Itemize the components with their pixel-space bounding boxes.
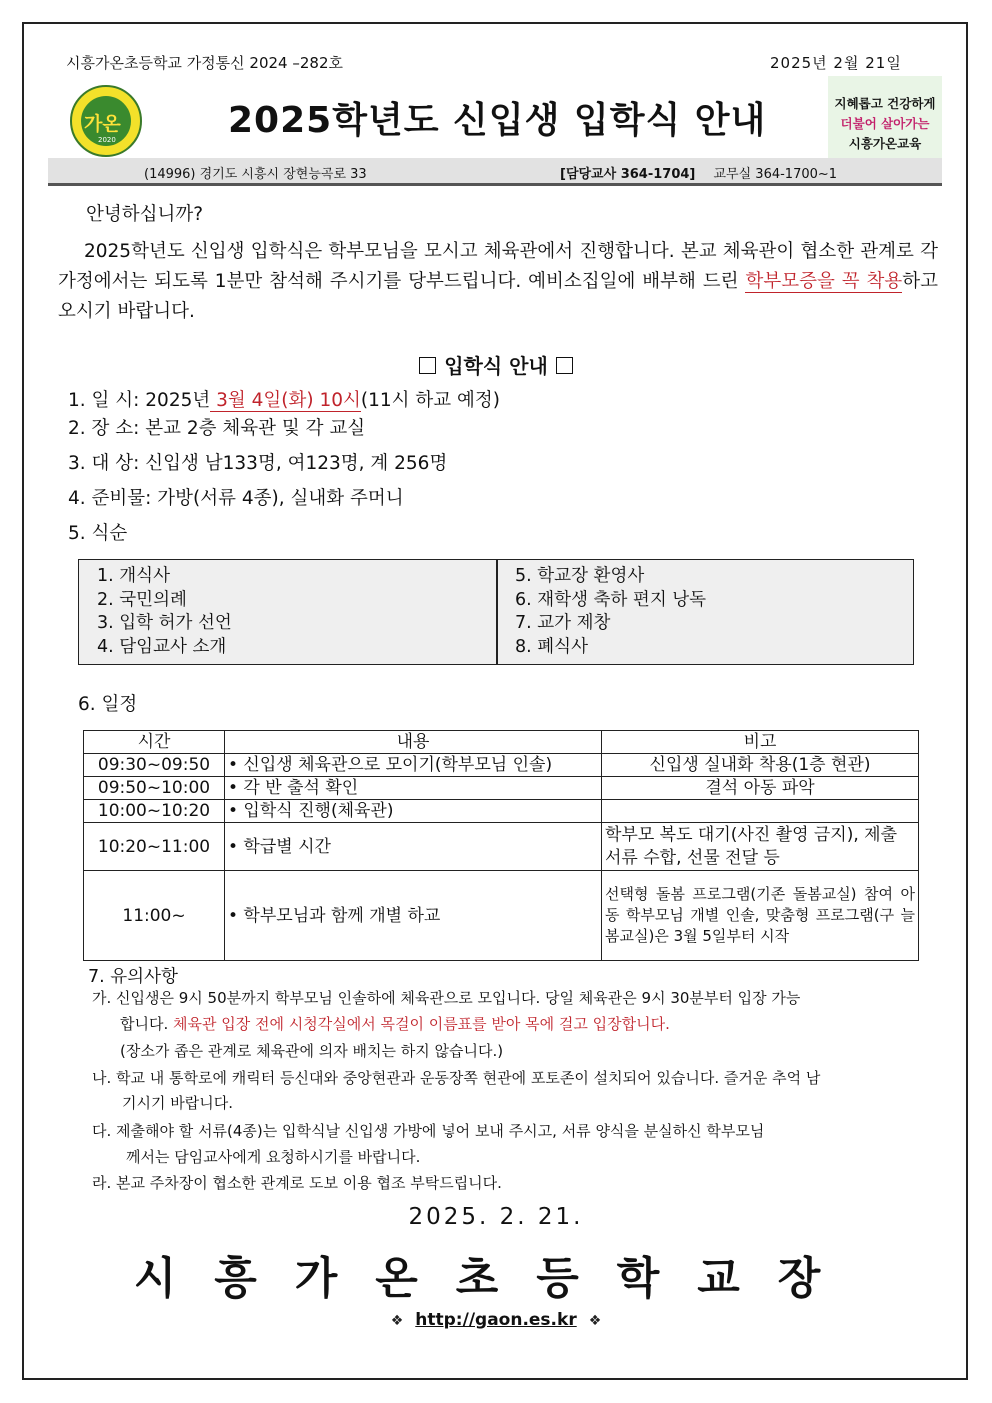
table-row: [84, 871, 919, 961]
school-slogan: [828, 76, 942, 158]
school-address: (14996) 경기도 시흥시 장현능곡로 33: [144, 167, 367, 182]
table-row: [84, 823, 919, 871]
ceremony-step: 1. 개식사: [97, 566, 170, 586]
note-na-line-1: 나. 학교 내 통학로에 캐릭터 등신대와 중앙현관과 운동장쪽 현관에 포토존이 설치되어 있습니다. 즐거운 추억 남: [92, 1069, 821, 1087]
schedule-table: [83, 730, 919, 961]
item-place: 2. 장 소: 본교 2층 체육관 및 각 교실: [68, 418, 366, 439]
item-target: 3. 대 상: 신입생 남133명, 여123명, 계 256명: [68, 453, 448, 474]
ceremony-step: 7. 교가 제창: [515, 613, 611, 633]
content-cell: • 신입생 체육관으로 모이기(학부모님 인솔): [225, 754, 602, 777]
note-ga-warning: 체육관 입장 전에 시청각실에서 목걸이 이름표를 받아 목에 걸고 입장합니다.: [173, 1015, 670, 1033]
note-ga-text: 합니다.: [120, 1015, 174, 1033]
diamond-bullet-icon: ❖: [588, 1313, 602, 1329]
column-header: 비고: [602, 731, 919, 754]
website-line: [0, 1310, 992, 1330]
intro-paragraph: [58, 237, 938, 327]
note-ra: 라. 본교 주차장이 협소한 관계로 도보 이용 협조 부탁드립니다.: [92, 1174, 502, 1192]
section-title-text: 입학식 안내: [444, 354, 548, 378]
note-cell: [602, 800, 919, 823]
ceremony-step: 5. 학교장 환영사: [515, 566, 645, 586]
content-cell: • 학부모님과 함께 개별 하교: [225, 871, 602, 961]
note-cell: 학부모 복도 대기(사진 촬영 금지), 제출 서류 수합, 선물 전달 등: [602, 823, 919, 871]
schedule-heading: 6. 일정: [78, 694, 138, 715]
office-contact: 교무실 364-1700~1: [713, 167, 838, 182]
intro-highlight: 학부모증을 꼭 착용: [745, 271, 903, 292]
greeting: 안녕하십니까?: [86, 204, 204, 225]
time-cell: 09:50~10:00: [84, 777, 225, 800]
diamond-bullet-icon: ❖: [390, 1313, 404, 1329]
contact-info: [560, 163, 837, 182]
ceremony-step: 2. 국민의례: [97, 589, 187, 610]
school-logo: [70, 85, 142, 157]
ceremony-step: 6. 재학생 축하 편지 낭독: [515, 589, 707, 610]
datetime-label: 1. 일 시:: [68, 390, 146, 411]
table-row: [84, 777, 919, 800]
item-datetime: [68, 386, 500, 412]
ceremony-order-box: [78, 559, 914, 665]
slogan-line-2: 더불어 살아가는: [840, 116, 930, 131]
ceremony-right: [515, 565, 706, 659]
datetime-highlight: 3월 4일(화) 10시: [210, 390, 361, 411]
teacher-contact: [담당교사 364-1704]: [560, 167, 696, 182]
note-cell: 결석 아동 파악: [602, 777, 919, 800]
note-da-line-2: 께서는 담임교사에게 요청하시기를 바랍니다.: [126, 1148, 421, 1166]
ceremony-left: [97, 565, 232, 659]
principal-signature: 시흥가온초등학교장: [133, 1253, 859, 1304]
column-header: 시간: [84, 731, 225, 754]
page-title: 2025학년도 신입생 입학식 안내: [228, 100, 767, 141]
note-cell: 신입생 실내화 착용(1층 현관): [602, 754, 919, 777]
datetime-year: 2025년: [145, 390, 211, 411]
note-na-line-2: 기시기 바랍니다.: [122, 1094, 233, 1112]
note-ga-line-3: (장소가 좁은 관계로 체육관에 의자 배치는 하지 않습니다.): [120, 1042, 504, 1060]
time-cell: 09:30~09:50: [84, 754, 225, 777]
logo-text: 가온: [84, 113, 121, 135]
item-supplies: 4. 준비물: 가방(서류 4종), 실내화 주머니: [68, 488, 404, 509]
note-ga-line-2: [120, 1011, 670, 1037]
ceremony-step: 4. 담임교사 소개: [97, 636, 227, 657]
table-header-row: [84, 731, 919, 754]
time-cell: 10:20~11:00: [84, 823, 225, 871]
note-cell: 선택형 돌봄 프로그램(기존 돌봄교실) 참여 아동 학부모님 개별 인솔, 맞춤형 프로그램(구 늘봄교실)은 3월 5일부터 시작: [602, 871, 919, 961]
slogan-line-3: 시흥가온교육: [848, 136, 922, 151]
table-row: [84, 754, 919, 777]
slogan-line-1: 지혜롭고 건강하게: [834, 96, 936, 111]
intro-text-2: 하고 오시기 바랍니다.: [58, 271, 938, 322]
item-order: 5. 식순: [68, 523, 128, 544]
time-cell: 11:00~: [84, 871, 225, 961]
logo-year: 2020: [98, 136, 116, 144]
note-ga-line-1: 가. 신입생은 9시 50분까지 학부모님 인솔하에 체육관으로 모입니다. 당일 체육관은 9시 30분부터 입장 가능: [92, 989, 801, 1007]
column-header: 내용: [225, 731, 602, 754]
content-cell: • 입학식 진행(체육관): [225, 800, 602, 823]
ceremony-step: 8. 폐식사: [515, 636, 588, 657]
newsletter-number: 시흥가온초등학교 가정통신 2024 –282호: [66, 54, 343, 72]
content-cell: • 학급별 시간: [225, 823, 602, 871]
school-website-link[interactable]: http://gaon.es.kr: [415, 1310, 577, 1330]
content-cell: • 각 반 출석 확인: [225, 777, 602, 800]
section-title: [0, 350, 992, 379]
document-date: 2025. 2. 21.: [408, 1204, 584, 1230]
ceremony-step: 3. 입학 허가 선언: [97, 613, 232, 633]
time-cell: 10:00~10:20: [84, 800, 225, 823]
intro-text-1: 2025학년도 신입생 입학식은 학부모님을 모시고 체육관에서 진행합니다. 본교 체육관이 협소한 관계로 각 가정에서는 되도록 1분만 참석해 주시기를 당부드립니다. 예비소집일에 배부해 드린: [58, 241, 938, 292]
datetime-note: (11시 하교 예정): [360, 390, 500, 411]
note-da-line-1: 다. 제출해야 할 서류(4종)는 입학식날 신입생 가방에 넣어 보내 주시고, 서류 양식을 분실하신 학부모님: [92, 1122, 765, 1140]
issue-date: 2025년 2월 21일: [770, 54, 902, 72]
notes-heading: 7. 유의사항: [88, 967, 178, 987]
table-row: [84, 800, 919, 823]
